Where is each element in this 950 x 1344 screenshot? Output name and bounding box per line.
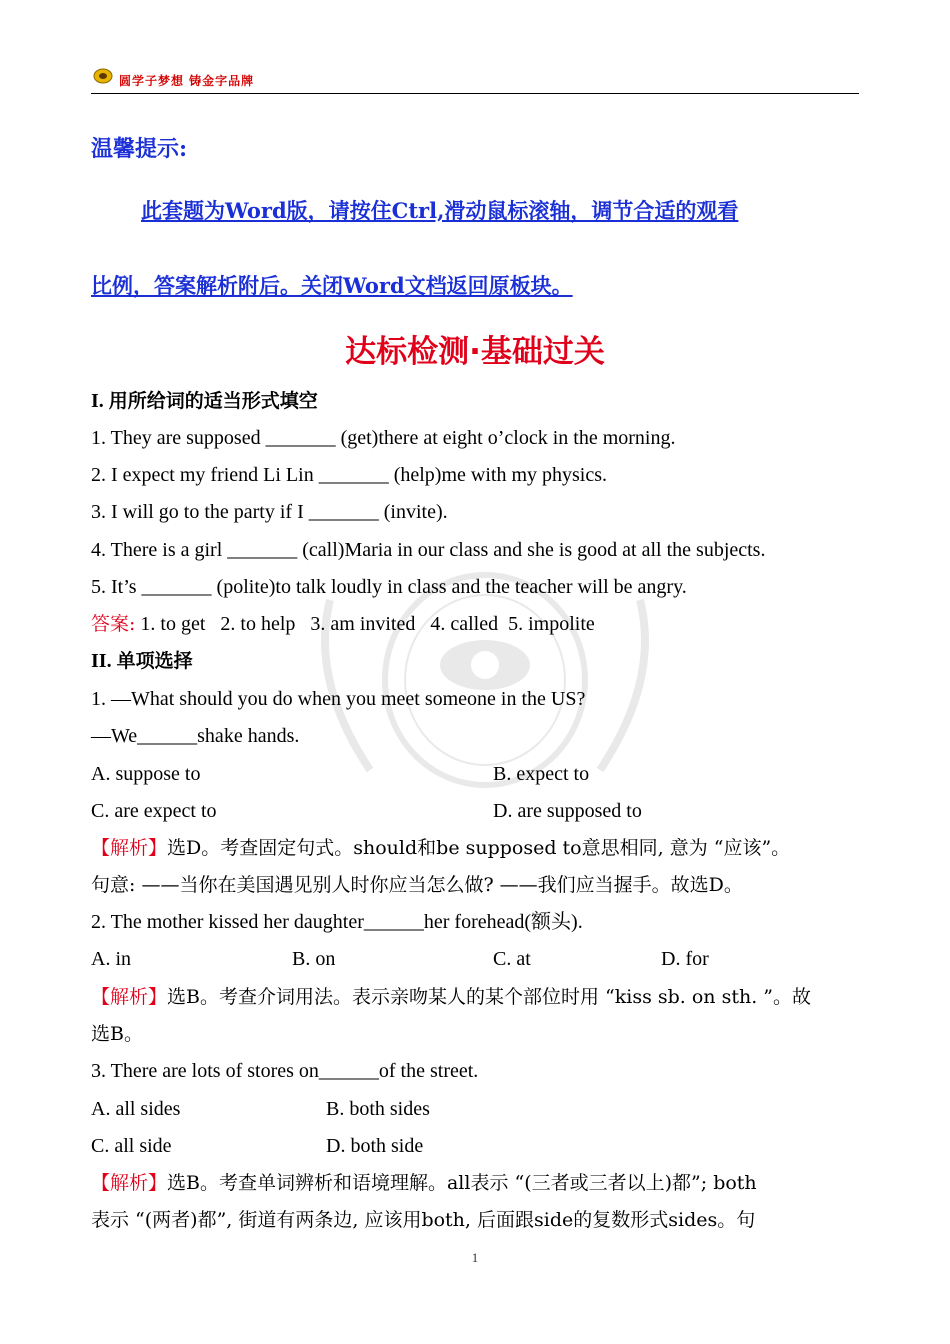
tip-title: 温馨提示:: [91, 136, 188, 162]
answer-text: 1. to get 2. to help 3. am invited 4. called 5. impolite: [135, 613, 595, 635]
q1-option-c: C. are expect to: [91, 800, 217, 822]
section-2-title: 单项选择: [116, 650, 193, 672]
q2-option-c: C. at: [493, 948, 531, 970]
s1-answer: [91, 612, 595, 636]
q1-option-b: B. expect to: [493, 763, 590, 785]
q2-option-d: D. for: [661, 948, 709, 970]
q1-analysis-1: [91, 836, 790, 860]
s1-item-5: 5. It’s _______ (polite)to talk loudly in class and the teacher will be angry.: [91, 576, 687, 598]
section-2-heading: [91, 649, 193, 673]
q1-option-d: D. are supposed to: [493, 800, 642, 822]
page-header: [91, 66, 859, 94]
q1-stem-1: 1. —What should you do when you meet someone in the US?: [91, 688, 586, 710]
q1-option-a: A. suppose to: [91, 763, 201, 785]
s1-item-1: 1. They are supposed _______ (get)there at eight o’clock in the morning.: [91, 427, 676, 449]
q2-stem: 2. The mother kissed her daughter______her forehead(额头).: [91, 911, 583, 933]
answer-label: 答案:: [91, 613, 136, 635]
tip-line-1: 此套题为Word版，请按住Ctrl,滑动鼠标滚轴，调节合适的观看: [141, 198, 739, 223]
section-1-heading: [91, 389, 318, 413]
section-1-title: 用所给词的适当形式填空: [108, 390, 318, 412]
q3-analysis-2: 表示 “(两者)都”, 街道有两条边, 应该用both, 后面跟side的复数形式sides。句: [91, 1209, 756, 1231]
q2-option-a: A. in: [91, 948, 131, 970]
q3-analysis-1: [91, 1171, 757, 1195]
q2-analysis-label: 【解析】: [91, 986, 168, 1008]
q1-analysis-2: 句意: ——当你在美国遇见别人时你应当怎么做? ——我们应当握手。故选D。: [91, 874, 743, 896]
q3-stem: 3. There are lots of stores on______of the street.: [91, 1060, 479, 1082]
tip-line-2: 比例，答案解析附后。关闭Word文档返回原板块。: [91, 273, 573, 298]
q3-option-b: B. both sides: [326, 1098, 430, 1120]
q1-stem-2: —We______shake hands.: [91, 725, 300, 747]
q2-analysis-1: [91, 985, 811, 1009]
q3-option-d: D. both side: [326, 1135, 424, 1157]
s1-item-2: 2. I expect my friend Li Lin _______ (help)me with my physics.: [91, 464, 608, 486]
q3-option-a: A. all sides: [91, 1098, 181, 1120]
brand-logo-icon: [93, 68, 113, 84]
section-2-number: II.: [91, 650, 112, 672]
s1-item-3: 3. I will go to the party if I _______ (invite).: [91, 501, 448, 523]
brand-slogan: 圆学子梦想 铸金字品牌: [119, 74, 255, 88]
q2-option-b: B. on: [292, 948, 336, 970]
q3-analysis-label: 【解析】: [91, 1172, 168, 1194]
q1-analysis-label: 【解析】: [91, 837, 168, 859]
q2-analysis-text-1: 选B。考查介词用法。表示亲吻某人的某个部位时用 “kiss sb. on sth. ”。故: [167, 986, 811, 1008]
q1-analysis-text-1: 选D。考查固定句式。should和be supposed to意思相同, 意为 “应该”。: [167, 837, 791, 859]
q3-option-c: C. all side: [91, 1135, 172, 1157]
q3-analysis-text-1: 选B。考查单词辨析和语境理解。all表示 “(三者或三者以上)都”; both: [167, 1172, 757, 1194]
q2-analysis-2: 选B。: [91, 1023, 143, 1045]
main-title: 达标检测·基础过关: [345, 334, 605, 370]
section-1-number: I.: [91, 390, 104, 412]
s1-item-4: 4. There is a girl _______ (call)Maria in our class and she is good at all the subjects.: [91, 539, 766, 561]
page-number: 1: [471, 1250, 479, 1265]
